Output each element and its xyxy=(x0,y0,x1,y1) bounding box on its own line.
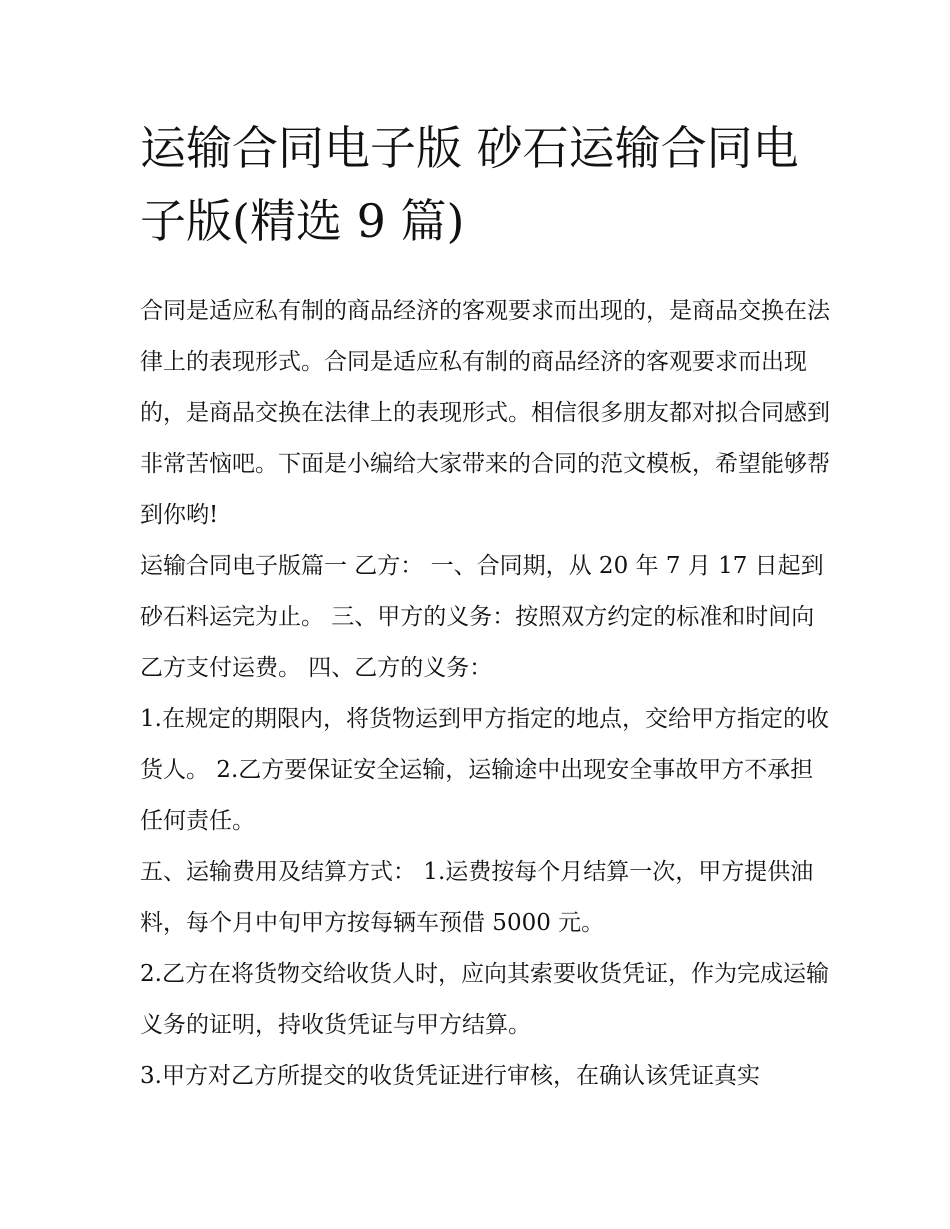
paragraph-receipt-review: 3.甲方对乙方所提交的收货凭证进行审核，在确认该凭证真实 xyxy=(140,1063,760,1089)
paragraph-intro: 合同是适应私有制的商品经济的客观要求而出现的，是商品交换在法律上的表现形式。合同是适应私有制的商品经济的客观要求而出现的，是商品交换在法律上的表现形式。相信很多朋友都对拟合同感到非常苦恼吧。下面是小编给大家带来的合同的范文模板，希望能够帮到你哟! xyxy=(140,298,830,528)
paragraph-receipt-proof: 2.乙方在将货物交给收货人时，应向其索要收货凭证，作为完成运输义务的证明，持收货凭证与甲方结算。 xyxy=(140,961,829,1038)
document-title: 运输合同电子版 砂石运输合同电子版(精选 9 篇) xyxy=(140,121,799,248)
paragraph-contract-term: 运输合同电子版篇一 乙方： 一、合同期，从 20 年 7 月 17 日起到砂石料运完为止。 三、甲方的义务：按照双方约定的标准和时间向乙方支付运费。 四、乙方的义务： xyxy=(140,553,824,681)
document-body xyxy=(140,286,830,1102)
document-content xyxy=(140,112,830,1102)
paragraph-party-b-duties: 1.在规定的期限内，将货物运到甲方指定的地点，交给甲方指定的收货人。 2.乙方要保证安全运输，运输途中出现安全事故甲方不承担任何责任。 xyxy=(140,706,829,834)
paragraph-fees-settlement: 五、运输费用及结算方式： 1.运费按每个月结算一次，甲方提供油料，每个月中旬甲方按每辆车预借 5000 元。 xyxy=(140,859,814,936)
